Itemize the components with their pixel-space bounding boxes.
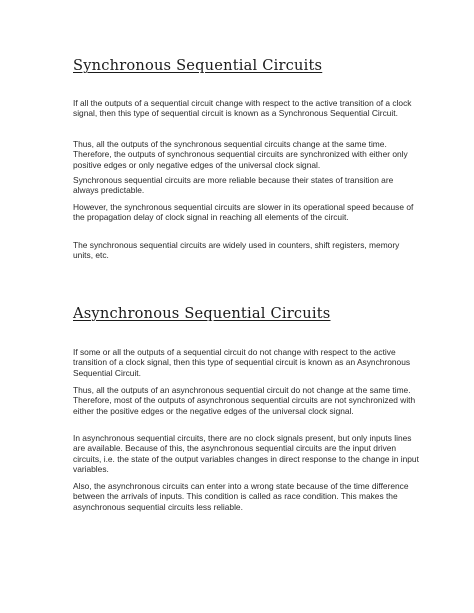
- paragraph: However, the synchronous sequential circuits are slower in its operational speed because of the propagation delay of clock signal in reaching all elements of the circuit.: [73, 202, 414, 223]
- section-heading-synchronous: Synchronous Sequential Circuits: [73, 57, 323, 74]
- paragraph: Thus, all the outputs of the synchronous sequential circuits change at the same time. Therefore, the outputs of synchronous sequential circuits are synchronized with either only positive edges or only negative edges of the universal clock signal.: [73, 139, 408, 170]
- paragraph: If some or all the outputs of a sequential circuit do not change with respect to the active transition of a clock signal, then this type of sequential circuit is known as an Asynchronous Sequential Circuit.: [73, 347, 411, 378]
- paragraph: Also, the asynchronous circuits can enter into a wrong state because of the time difference between the arrivals of inputs. This condition is called as race condition. This makes the asynchronous sequential circuits less reliable.: [73, 481, 409, 512]
- paragraph: In asynchronous sequential circuits, there are no clock signals present, but only inputs lines are available. Because of this, the asynchronous sequential circuits are the input driven circuits, i.e. the state of the output variables changes in direct response to the change in input variables.: [73, 433, 419, 474]
- paragraph: The synchronous sequential circuits are widely used in counters, shift registers, memory units, etc.: [73, 240, 400, 261]
- paragraph: If all the outputs of a sequential circuit change with respect to the active transition of a clock signal, then this type of sequential circuit is known as a Synchronous Sequential Circuit.: [73, 98, 412, 119]
- paragraph: Synchronous sequential circuits are more reliable because their states of transition are always predictable.: [73, 175, 394, 196]
- paragraph: Thus, all the outputs of an asynchronous sequential circuit do not change at the same time. Therefore, most of the outputs of asynchronous sequential circuits are not synchronized with either the positive edges or the negative edges of the universal clock signal.: [73, 385, 416, 416]
- section-heading-asynchronous: Asynchronous Sequential Circuits: [73, 305, 331, 322]
